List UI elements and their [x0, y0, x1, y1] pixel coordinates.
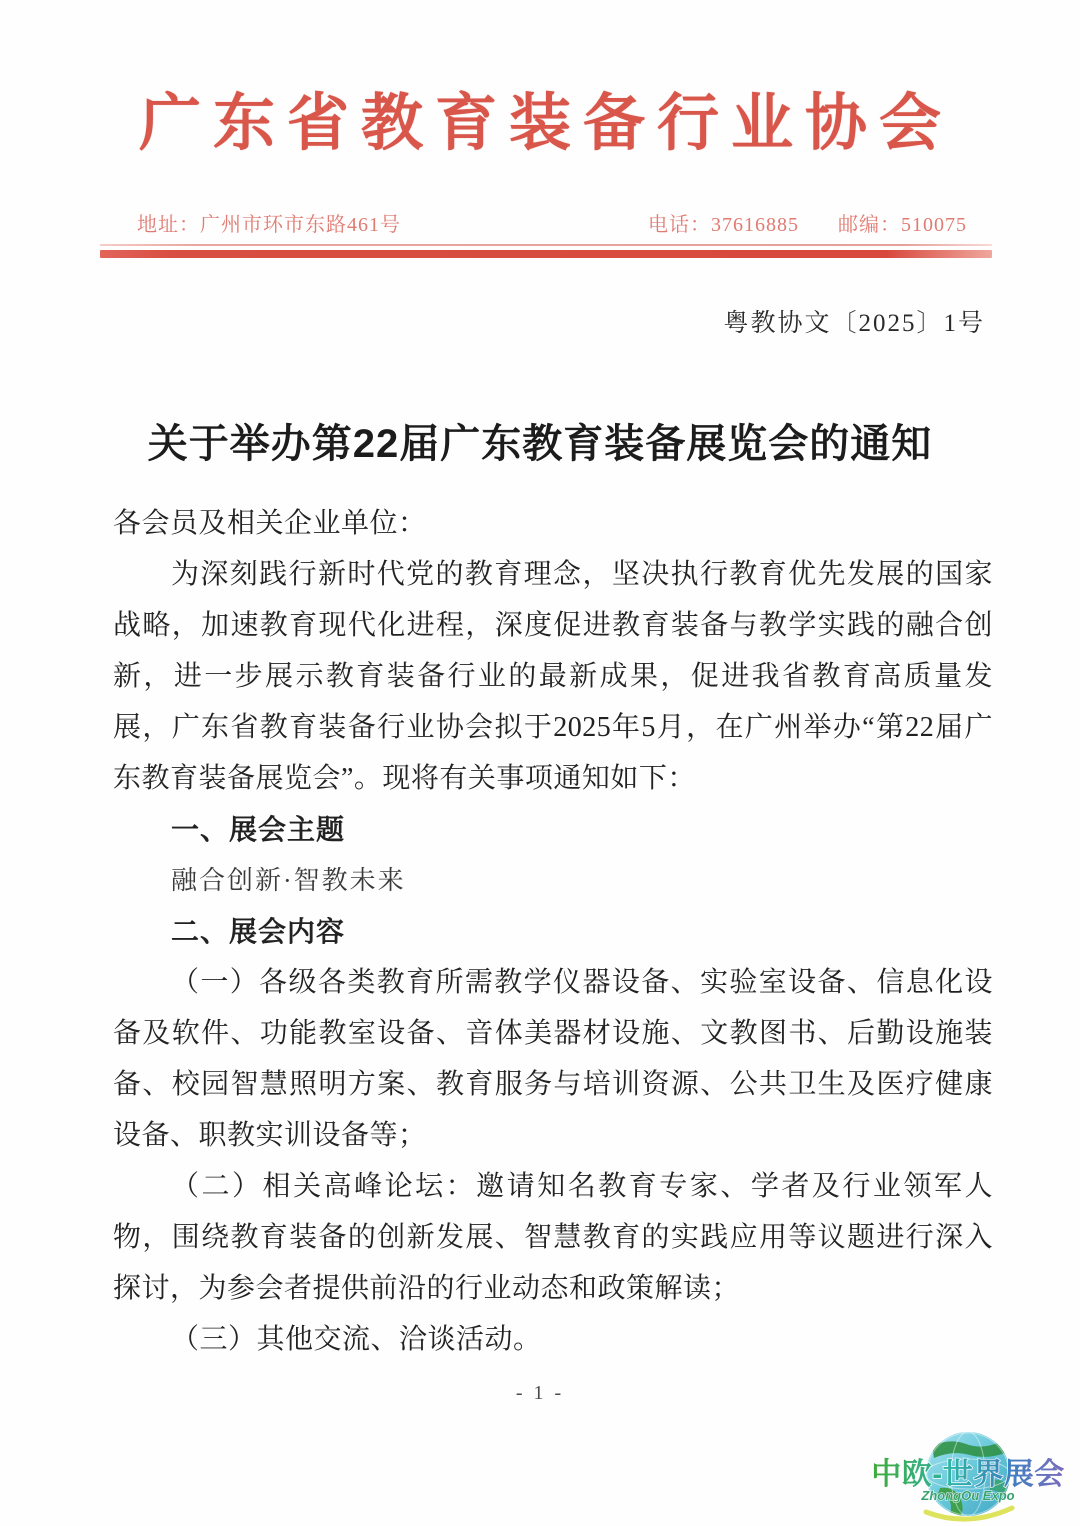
address-text: 地址：广州市环市东路461号 — [137, 214, 401, 236]
section-heading-1: 一、展会主题 — [171, 814, 346, 845]
letterhead-divider-thin — [100, 244, 992, 246]
section-2-item-2: （二）相关高峰论坛：邀请知名教育专家、学者及行业领军人物，围绕教育装备的创新发展、智慧教育的实践应用等议题进行深入探讨，为参会者提供前沿的行业动态和政策解读； — [113, 1171, 993, 1304]
document-number: 粤教协文〔2025〕1号 — [723, 310, 985, 337]
page-number: - 1 - — [515, 1382, 565, 1404]
organization-name: 广东省教育装备行业协会 — [138, 90, 953, 158]
intro-paragraph: 为深刻践行新时代党的教育理念，坚决执行教育优先发展的国家战略，加速教育现代化进程，深度促进教育装备与教学实践的融合创新，进一步展示教育装备行业的最新成果，促进我省教育高质量发展，广东省教育装备行业协会拟于2025年5月，在广州举办“第22届广东教育装备展览会”。现将有关事项通知如下： — [113, 559, 993, 794]
zip-text: 邮编：510075 — [838, 214, 967, 236]
salutation: 各会员及相关企业单位： — [113, 508, 427, 539]
exhibition-theme: 融合创新·智教未来 — [171, 866, 406, 895]
document-body — [113, 498, 993, 1365]
letterhead-divider-thick — [100, 250, 992, 258]
letterhead-contact-row — [113, 208, 993, 238]
phone-text: 电话：37616885 — [648, 214, 799, 236]
page-title: 关于举办第22届广东教育装备展览会的通知 — [147, 422, 933, 466]
zhongou-expo-logo — [862, 1428, 1074, 1524]
section-2-item-3: （三）其他交流、洽谈活动。 — [171, 1324, 542, 1355]
logo-wordmark: 中欧-世界展会 — [871, 1458, 1065, 1491]
logo-subtitle: ZhongOu Expo — [921, 1488, 1015, 1503]
section-heading-2: 二、展会内容 — [171, 916, 346, 947]
section-2-item-1: （一）各级各类教育所需教学仪器设备、实验室设备、信息化设备及软件、功能教室设备、音体美器材设施、文教图书、后勤设施装备、校园智慧照明方案、教育服务与培训资源、公共卫生及医疗健康设备、职教实训设备等； — [113, 967, 993, 1151]
